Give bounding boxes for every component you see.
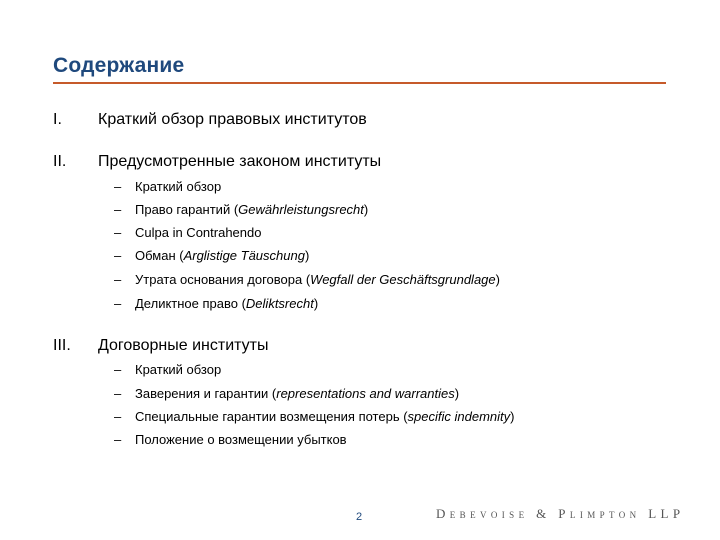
item-text-plain: Деликтное право ( [135, 296, 246, 311]
item-text-plain: Положение о возмещении убытков [135, 432, 347, 447]
item-text [135, 362, 221, 378]
item-text-plain: Краткий обзор [135, 179, 222, 194]
item-text-closing: ) [363, 202, 369, 217]
item-text-plain: Право гарантий ( [135, 202, 239, 217]
dash-bullet: – [114, 409, 122, 424]
dash-bullet: – [114, 179, 122, 194]
item-text-closing: ) [304, 248, 310, 263]
dash-bullet: – [114, 225, 122, 240]
item-text [135, 296, 318, 312]
slide-title: Содержание [53, 54, 185, 77]
section-title: Договорные институты [98, 337, 269, 354]
section-number: I. [53, 111, 62, 128]
item-text [135, 248, 309, 264]
item-text [135, 272, 500, 288]
dash-bullet: – [114, 432, 122, 447]
section-title: Краткий обзор правовых институтов [98, 111, 367, 128]
item-text-closing: ) [313, 296, 319, 311]
item-text [135, 225, 261, 241]
item-text-italic: Wegfall der Geschäftsgrundlage [310, 272, 496, 287]
item-text-closing: ) [510, 409, 515, 424]
item-text-closing: ) [454, 386, 460, 401]
title-underline [53, 82, 666, 84]
firm-logo [436, 506, 685, 522]
item-text-plain: Краткий обзор [135, 362, 222, 377]
item-text [135, 386, 459, 402]
item-text-plain: Заверения и гарантии ( [135, 386, 277, 401]
item-text [135, 432, 347, 448]
item-text-plain: Утрата основания договора ( [135, 272, 311, 287]
dash-bullet: – [114, 202, 122, 217]
item-text-italic: representations and warranties [276, 386, 455, 401]
item-text-italic: Arglistige Täuschung [183, 248, 305, 263]
item-text-plain: Обман ( [135, 248, 184, 263]
item-text [135, 179, 221, 195]
item-text-plain: Специальные гарантии возмещения потерь ( [135, 409, 408, 424]
item-text-italic: Deliktsrecht [245, 296, 314, 311]
item-text-italic: Gewährleistungsrecht [238, 202, 364, 217]
dash-bullet: – [114, 386, 122, 401]
dash-bullet: – [114, 248, 122, 263]
item-text-closing: ) [495, 272, 500, 287]
section-title: Предусмотренные законом институты [98, 153, 382, 170]
dash-bullet: – [114, 296, 122, 311]
section-number: II. [53, 153, 67, 170]
firm-logo-text: Debevoise & Plimpton LLP [436, 506, 685, 521]
item-text-plain: Culpa in Contrahendo [135, 225, 262, 240]
item-text [135, 202, 368, 218]
item-text-italic: specific indemnity [407, 409, 511, 424]
section-number: III. [53, 337, 71, 354]
dash-bullet: – [114, 272, 122, 287]
item-text [135, 409, 515, 425]
page-number: 2 [356, 511, 363, 523]
dash-bullet: – [114, 362, 122, 377]
